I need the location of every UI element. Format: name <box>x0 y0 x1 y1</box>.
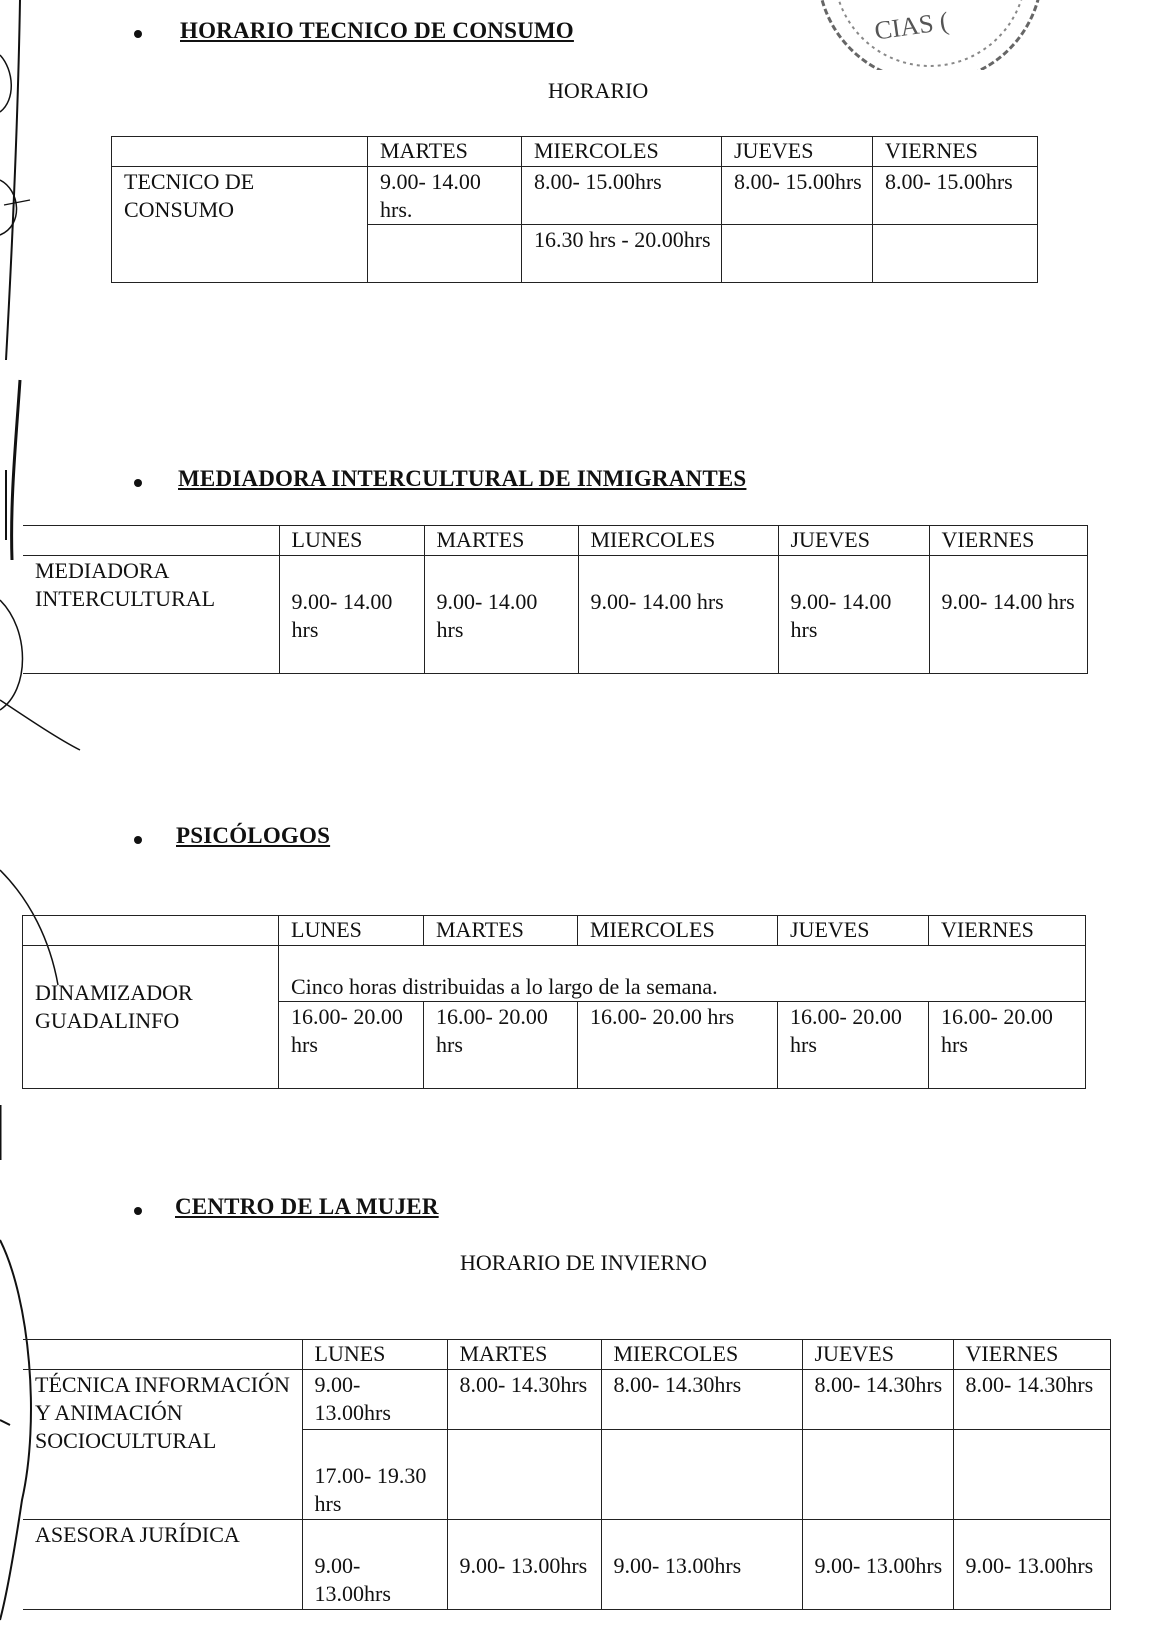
table-mujer <box>23 1339 1111 1610</box>
role-cell: TECNICO DE CONSUMO <box>112 167 368 283</box>
hours-cell: 9.00- 14.00 hrs <box>578 556 778 674</box>
header-day: MIERCOLES <box>522 137 722 167</box>
stamp-text: CIAS ( <box>872 6 951 46</box>
hours-cell: 16.30 hrs - 20.00hrs <box>522 225 722 283</box>
hours-cell: 17.00- 19.30 hrs <box>302 1430 447 1520</box>
hours-cell: 8.00- 14.30hrs <box>447 1370 601 1430</box>
bullet-mujer <box>134 1207 142 1215</box>
table-header-row <box>23 916 1086 946</box>
header-day: MARTES <box>424 526 578 556</box>
header-empty-cell <box>112 137 368 167</box>
header-day: JUEVES <box>802 1340 953 1370</box>
hours-cell: 8.00- 15.00hrs <box>873 167 1038 225</box>
hours-cell: 9.00- 14.00 hrs. <box>368 167 522 225</box>
table-row <box>23 946 1086 1002</box>
hours-cell: 9.00- 14.00 hrs <box>778 556 929 674</box>
subtitle-horario: HORARIO <box>548 78 649 103</box>
header-day: MARTES <box>368 137 522 167</box>
hours-cell: 8.00- 14.30hrs <box>953 1370 1110 1430</box>
header-day: MIERCOLES <box>601 1340 802 1370</box>
hours-cell: 8.00- 14.30hrs <box>601 1370 802 1430</box>
hours-cell: 9.00- 14.00 hrs <box>424 556 578 674</box>
hours-cell: 9.00- 13.00hrs <box>953 1520 1110 1610</box>
header-day: JUEVES <box>778 526 929 556</box>
empty-cell <box>873 225 1038 283</box>
table-row <box>23 1520 1110 1610</box>
header-empty-cell <box>23 916 279 946</box>
header-day: MIERCOLES <box>578 526 778 556</box>
hours-cell: 8.00- 15.00hrs <box>522 167 722 225</box>
header-day: JUEVES <box>722 137 873 167</box>
bullet-consumo <box>134 30 142 38</box>
header-day: VIERNES <box>929 916 1086 946</box>
header-day: VIERNES <box>929 526 1087 556</box>
bullet-psicologos <box>134 836 142 844</box>
header-day: LUNES <box>279 916 424 946</box>
subtitle-horario-invierno: HORARIO DE INVIERNO <box>460 1250 707 1275</box>
table-header-row <box>112 137 1038 167</box>
hours-cell: 16.00- 20.00 hrs <box>778 1002 929 1089</box>
header-day: VIERNES <box>873 137 1038 167</box>
hours-cell: 9.00- 14.00 hrs <box>929 556 1087 674</box>
hours-cell: 9.00- 13.00hrs <box>302 1370 447 1430</box>
hours-cell: 16.00- 20.00 hrs <box>279 1002 424 1089</box>
header-day: MARTES <box>447 1340 601 1370</box>
table-consumo <box>111 136 1038 283</box>
role-cell: MEDIADORA INTERCULTURAL <box>23 556 279 674</box>
note-cell: Cinco horas distribuidas a lo largo de la semana. <box>279 946 1086 1002</box>
table-mediadora <box>23 525 1088 674</box>
heading-mujer: CENTRO DE LA MUJER <box>175 1194 439 1219</box>
empty-cell <box>953 1430 1110 1520</box>
empty-cell <box>447 1430 601 1520</box>
role-cell: DINAMIZADOR GUADALINFO <box>23 946 279 1089</box>
role-cell: TÉCNICA INFORMACIÓN Y ANIMACIÓN SOCIOCULTURAL <box>23 1370 302 1520</box>
table-row <box>112 167 1038 225</box>
header-day: VIERNES <box>953 1340 1110 1370</box>
header-empty-cell <box>23 1340 302 1370</box>
official-stamp <box>800 0 1060 70</box>
table-psicologos <box>22 915 1086 1089</box>
hours-cell: 16.00- 20.00 hrs <box>929 1002 1086 1089</box>
hours-cell: 9.00- 13.00hrs <box>302 1520 447 1610</box>
table-header-row <box>23 1340 1110 1370</box>
header-day: MARTES <box>424 916 578 946</box>
header-day: LUNES <box>279 526 424 556</box>
hours-cell: 8.00- 15.00hrs <box>722 167 873 225</box>
header-day: LUNES <box>302 1340 447 1370</box>
heading-psicologos: PSICÓLOGOS <box>176 823 331 848</box>
table-row <box>23 556 1087 674</box>
bullet-mediadora <box>134 479 142 487</box>
header-day: MIERCOLES <box>578 916 778 946</box>
hours-cell: 9.00- 14.00 hrs <box>279 556 424 674</box>
empty-cell <box>368 225 522 283</box>
hours-cell: 9.00- 13.00hrs <box>802 1520 953 1610</box>
empty-cell <box>722 225 873 283</box>
hours-cell: 9.00- 13.00hrs <box>447 1520 601 1610</box>
empty-cell <box>601 1430 802 1520</box>
table-header-row <box>23 526 1087 556</box>
header-empty-cell <box>23 526 279 556</box>
empty-cell <box>802 1430 953 1520</box>
hours-cell: 16.00- 20.00 hrs <box>578 1002 778 1089</box>
hours-cell: 16.00- 20.00 hrs <box>424 1002 578 1089</box>
heading-mediadora: MEDIADORA INTERCULTURAL DE INMIGRANTES <box>178 466 747 491</box>
hours-cell: 8.00- 14.30hrs <box>802 1370 953 1430</box>
header-day: JUEVES <box>778 916 929 946</box>
role-cell: ASESORA JURÍDICA <box>23 1520 302 1610</box>
table-row <box>23 1370 1110 1430</box>
heading-consumo: HORARIO TECNICO DE CONSUMO <box>180 18 574 43</box>
hours-cell: 9.00- 13.00hrs <box>601 1520 802 1610</box>
